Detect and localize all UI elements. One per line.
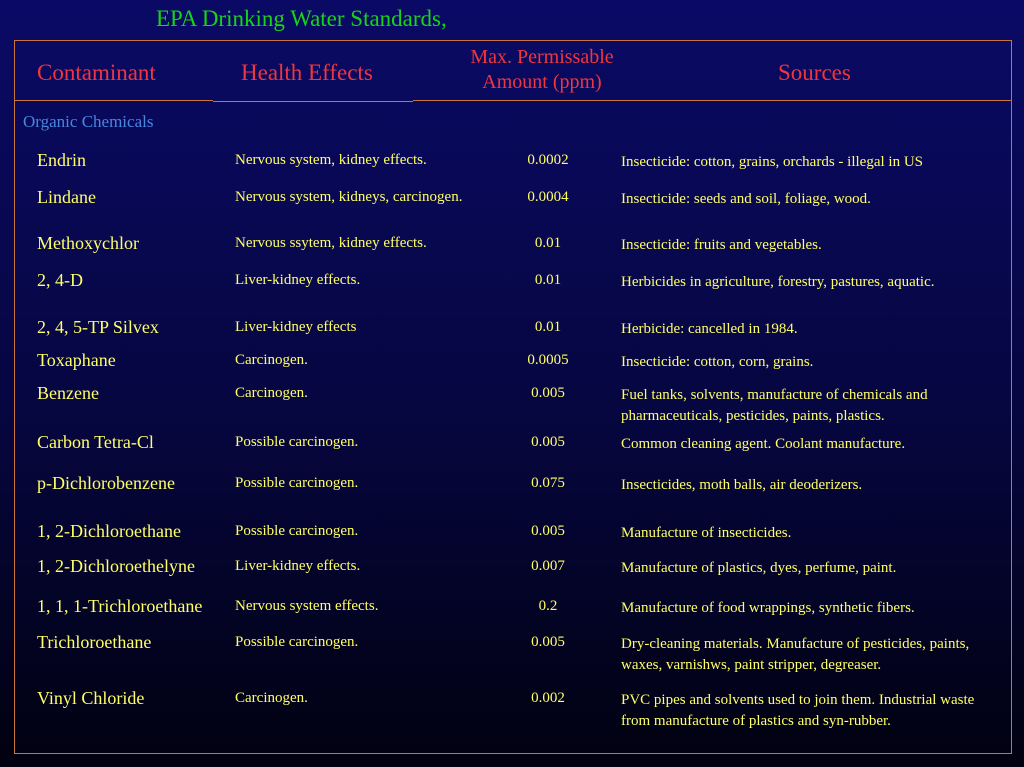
cell-source: Manufacture of plastics, dyes, perfume, paint. [621, 560, 897, 576]
cell-contaminant: 1, 2-Dichloroethelyne [37, 556, 195, 576]
cell-health-effects: Carcinogen. [235, 385, 308, 401]
slide-title: EPA Drinking Water Standards, [156, 6, 447, 31]
cell-contaminant: Lindane [37, 187, 96, 207]
cell-source: PVC pipes and solvents used to join them. Industrial waste from manufacture of plastics and syn-rubber. [621, 692, 975, 729]
cell-health-effects: Liver-kidney effects. [235, 272, 361, 288]
cell-contaminant: Trichloroethane [37, 632, 152, 652]
cell-source: Insecticide: fruits and vegetables. [621, 237, 822, 253]
header-max-amount-line2: Amount (ppm) [482, 71, 602, 93]
cell-source: Insecticide: cotton, grains, orchards - illegal in US [621, 154, 923, 170]
cell-health-effects: Carcinogen. [235, 352, 308, 368]
header-divider [14, 100, 213, 101]
cell-amount: 0.0005 [527, 352, 569, 368]
cell-health-effects: Liver-kidney effects. [235, 558, 361, 574]
cell-amount: 0.2 [538, 598, 558, 614]
header-health-effects: Health Effects [241, 60, 373, 85]
cell-health-effects: Possible carcinogen. [235, 634, 359, 650]
cell-amount: 0.005 [531, 523, 565, 539]
header-max-amount-line1: Max. Permissable [470, 46, 614, 68]
header-divider [413, 100, 1012, 101]
cell-health-effects: Nervous system, kidneys, carcinogen. [235, 189, 463, 205]
cell-contaminant: p-Dichlorobenzene [37, 473, 175, 493]
cell-contaminant: Carbon Tetra-Cl [37, 432, 154, 452]
cell-amount: 0.002 [531, 690, 565, 706]
cell-contaminant: 1, 2-Dichloroethane [37, 521, 181, 541]
header-divider [213, 101, 413, 102]
cell-source: Insecticide: cotton, corn, grains. [621, 354, 814, 370]
cell-amount: 0.005 [531, 434, 565, 450]
cell-amount: 0.005 [531, 634, 565, 650]
cell-source: Herbicide: cancelled in 1984. [621, 321, 798, 337]
cell-amount: 0.075 [531, 475, 565, 491]
cell-contaminant: Vinyl Chloride [37, 688, 145, 708]
cell-source: Fuel tanks, solvents, manufacture of chemicals and pharmaceuticals, pesticides, paints, plastics. [621, 387, 928, 424]
cell-amount: 0.0004 [527, 189, 569, 205]
cell-health-effects: Nervous system effects. [235, 598, 379, 614]
cell-source: Common cleaning agent. Coolant manufacture. [621, 436, 906, 452]
cell-health-effects: Nervous system, kidney effects. [235, 152, 427, 168]
cell-contaminant: Endrin [37, 150, 86, 170]
cell-source: Insecticide: seeds and soil, foliage, wood. [621, 191, 871, 207]
cell-amount: 0.01 [534, 235, 562, 251]
cell-health-effects: Possible carcinogen. [235, 475, 359, 491]
cell-contaminant: 2, 4, 5-TP Silvex [37, 317, 159, 337]
header-sources: Sources [778, 60, 851, 85]
cell-amount: 0.007 [531, 558, 565, 574]
header-contaminant: Contaminant [37, 60, 156, 85]
cell-source: Manufacture of insecticides. [621, 525, 792, 541]
cell-contaminant: Methoxychlor [37, 233, 139, 253]
cell-amount: 0.0002 [527, 152, 569, 168]
cell-source: Insecticides, moth balls, air deoderizers. [621, 477, 863, 493]
cell-amount: 0.005 [531, 385, 565, 401]
cell-amount: 0.01 [534, 319, 562, 335]
cell-source: Manufacture of food wrappings, synthetic fibers. [621, 600, 915, 616]
cell-health-effects: Carcinogen. [235, 690, 308, 706]
header-max-amount [452, 45, 632, 95]
cell-source: Dry-cleaning materials. Manufacture of pesticides, paints, waxes, varnishws, paint stripper, degreaser. [621, 636, 970, 673]
cell-source: Herbicides in agriculture, forestry, pastures, aquatic. [621, 274, 935, 290]
cell-contaminant: Toxaphane [37, 350, 116, 370]
cell-health-effects: Possible carcinogen. [235, 434, 359, 450]
cell-contaminant: 1, 1, 1-Trichloroethane [37, 596, 203, 616]
cell-amount: 0.01 [534, 272, 562, 288]
cell-contaminant: 2, 4-D [37, 270, 83, 290]
cell-health-effects: Nervous ssytem, kidney effects. [235, 235, 427, 251]
cell-health-effects: Possible carcinogen. [235, 523, 359, 539]
section-label: Organic Chemicals [23, 112, 154, 131]
cell-contaminant: Benzene [37, 383, 99, 403]
cell-health-effects: Liver-kidney effects [235, 319, 357, 335]
